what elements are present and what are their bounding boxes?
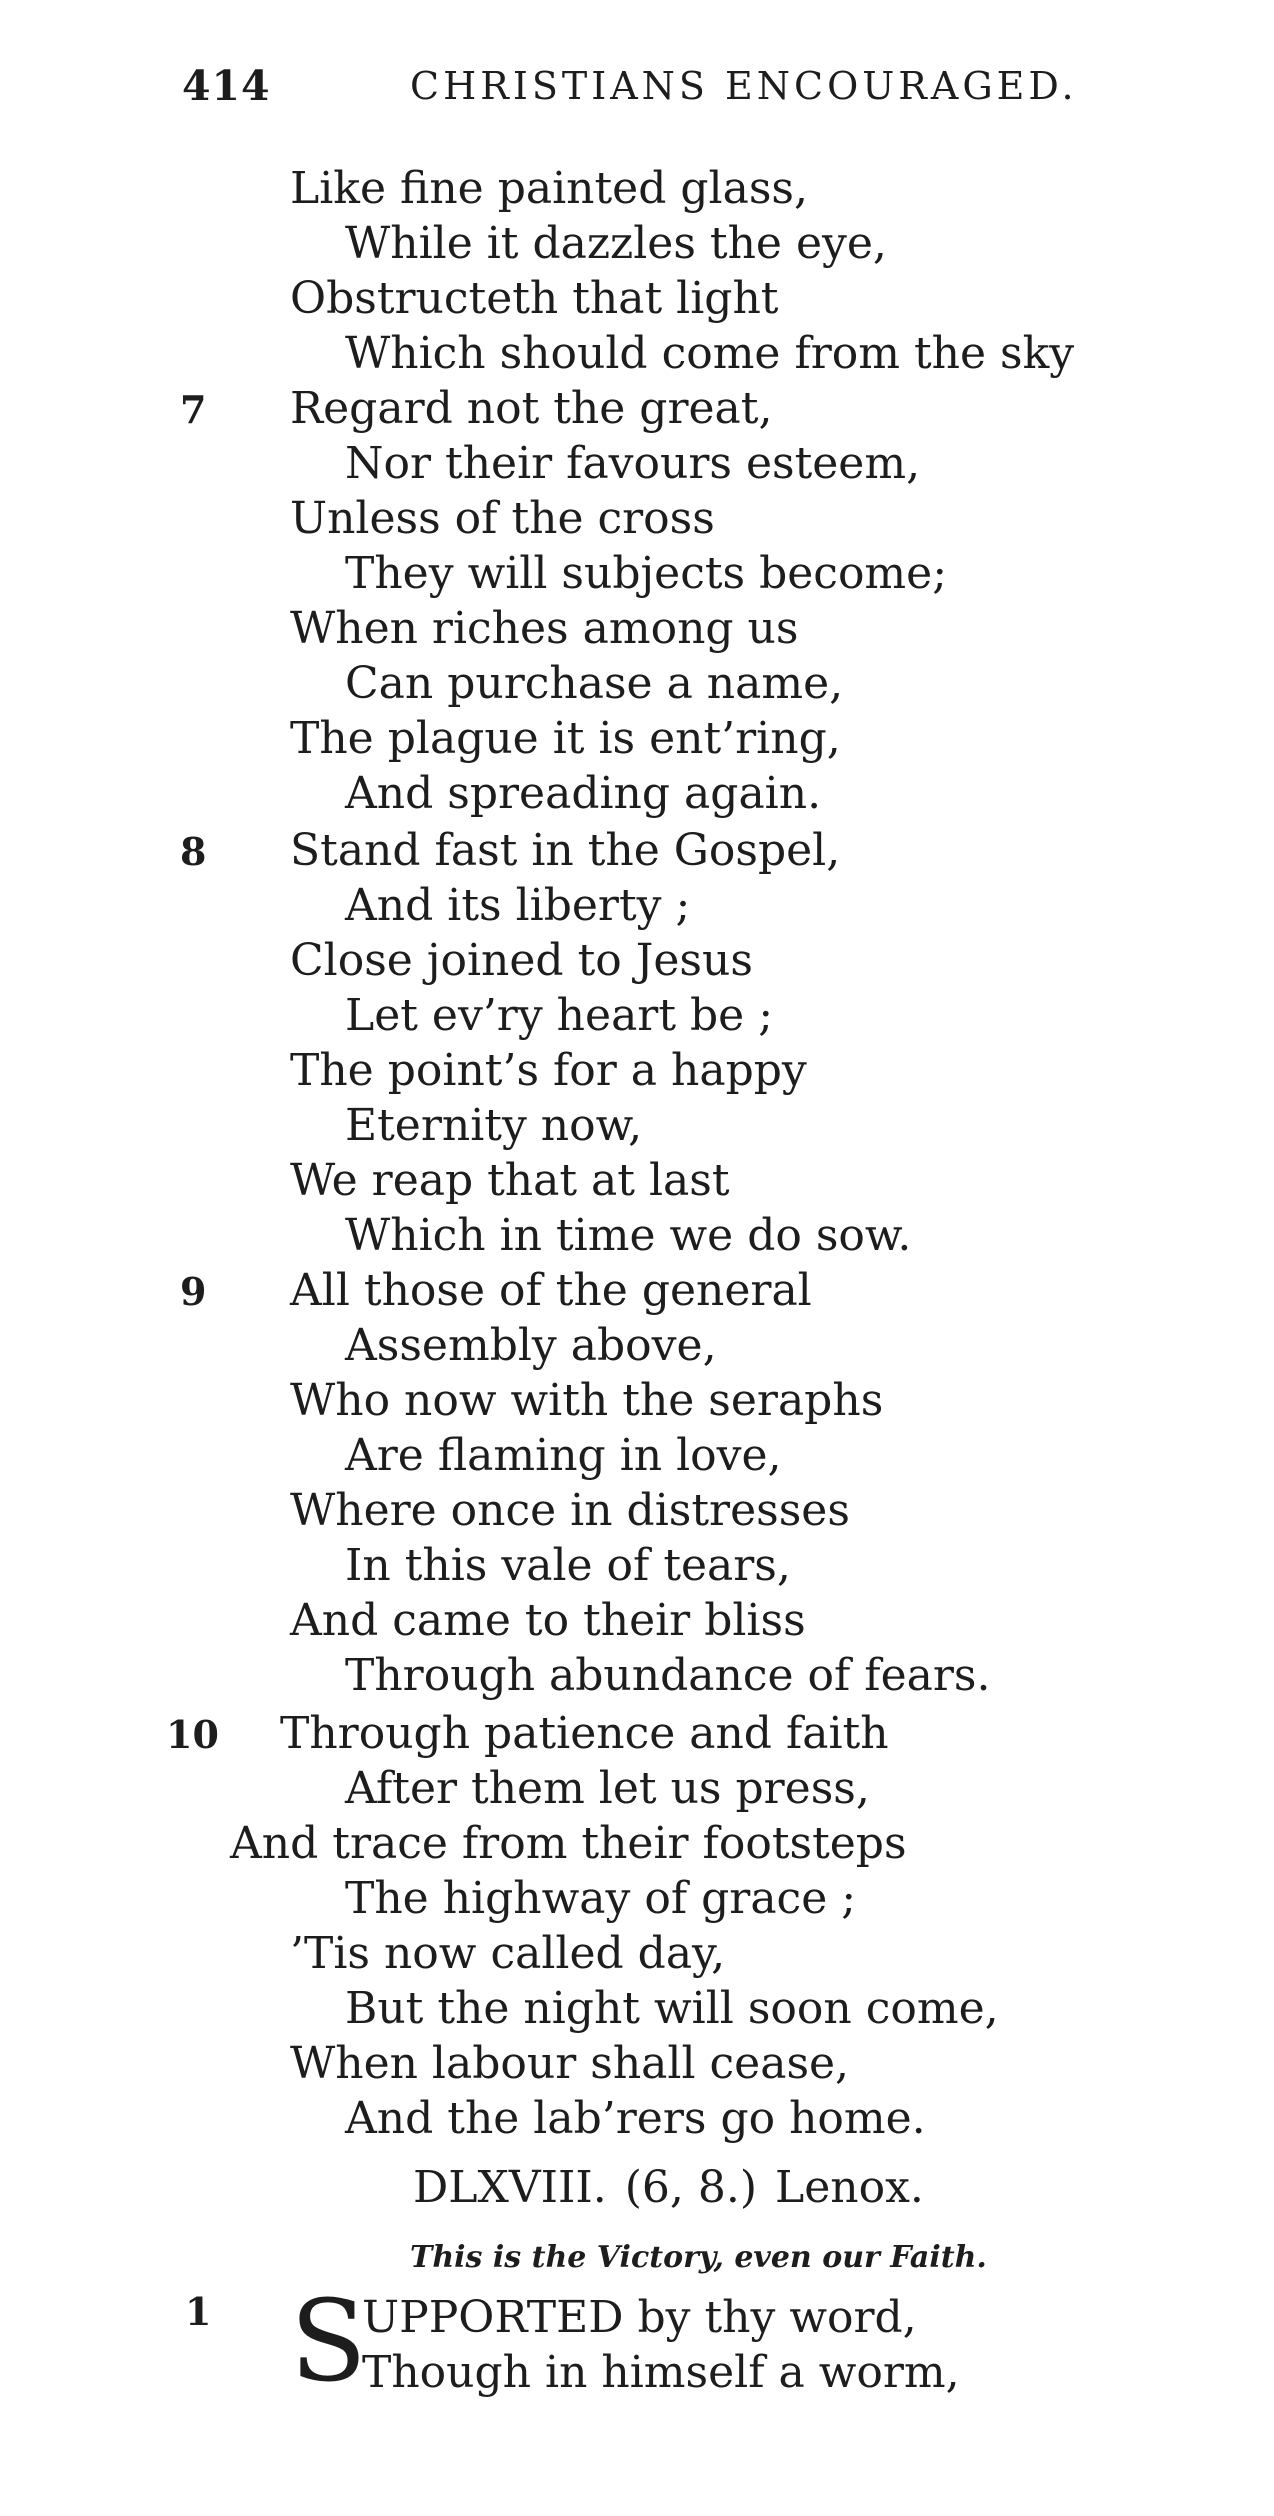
poem-line: Unless of the cross xyxy=(290,493,715,544)
page-number: 414 xyxy=(182,62,271,110)
poem-line: ’Tis now called day, xyxy=(290,1928,726,1979)
hymn-title xyxy=(413,2162,924,2214)
poem-line: The point’s for a happy xyxy=(290,1045,807,1096)
poem-line: And its liberty ; xyxy=(345,880,691,931)
poem-line: Eternity now, xyxy=(345,1100,643,1151)
verse-number: 1 xyxy=(185,2289,212,2334)
hymn-meter: (6, 8.) xyxy=(624,2162,758,2213)
poem-line: Stand fast in the Gospel, xyxy=(290,825,841,876)
poem-line: The highway of grace ; xyxy=(345,1873,857,1924)
poem-line: And spreading again. xyxy=(345,768,822,819)
poem-line: Regard not the great, xyxy=(290,383,773,434)
poem-line: Let ev’ry heart be ; xyxy=(345,990,774,1041)
poem-line: Like fine painted glass, xyxy=(290,163,808,214)
poem-line: After them let us press, xyxy=(345,1763,870,1814)
poem-line: We reap that at last xyxy=(290,1155,730,1206)
poem-line: And the lab’rers go home. xyxy=(345,2093,926,2144)
poem-line: And trace from their footsteps xyxy=(230,1818,907,1869)
poem-line: Assembly above, xyxy=(345,1320,717,1371)
poem-line: Nor their favours esteem, xyxy=(345,438,921,489)
poem-line: When riches among us xyxy=(290,603,799,654)
poem-line: Which should come from the sky xyxy=(345,328,1075,379)
poem-line: Can purchase a name, xyxy=(345,658,844,709)
verse-number: 8 xyxy=(180,829,207,874)
poem-line: Through abundance of fears. xyxy=(345,1650,991,1701)
poem-line: And came to their bliss xyxy=(290,1595,806,1646)
poem-line: Which in time we do sow. xyxy=(345,1210,912,1261)
page-header xyxy=(0,62,1274,132)
poem-line: They will subjects become; xyxy=(345,548,948,599)
poem-line: Though in himself a worm, xyxy=(362,2347,960,2398)
verse-number: 7 xyxy=(180,387,207,432)
verse-number: 9 xyxy=(180,1269,207,1314)
hymn-subtitle: This is the Victory, even our Faith. xyxy=(410,2240,987,2275)
poem-line: Through patience and faith xyxy=(280,1708,889,1759)
poem-line: Where once in distresses xyxy=(290,1485,850,1536)
poem-line: Are flaming in love, xyxy=(345,1430,782,1481)
poem-line: While it dazzles the eye, xyxy=(345,218,887,269)
verse-number: 10 xyxy=(166,1712,219,1757)
poem-line: When labour shall cease, xyxy=(290,2038,850,2089)
poem-line: Close joined to Jesus xyxy=(290,935,753,986)
poem-line: Who now with the seraphs xyxy=(290,1375,884,1426)
drop-cap: S xyxy=(290,2277,367,2407)
poem-line: In this vale of tears, xyxy=(345,1540,791,1591)
poem-line: All those of the general xyxy=(290,1265,812,1316)
hymn-tune: Lenox. xyxy=(775,2162,924,2213)
hymn-number: DLXVIII. xyxy=(413,2162,607,2213)
poem-line: UPPORTED by thy word, xyxy=(362,2292,917,2343)
poem-line: But the night will soon come, xyxy=(345,1983,999,2034)
poem-line: Obstructeth that light xyxy=(290,273,779,324)
poem-line: The plague it is ent’ring, xyxy=(290,713,841,764)
running-head: CHRISTIANS ENCOURAGED. xyxy=(410,64,1078,108)
